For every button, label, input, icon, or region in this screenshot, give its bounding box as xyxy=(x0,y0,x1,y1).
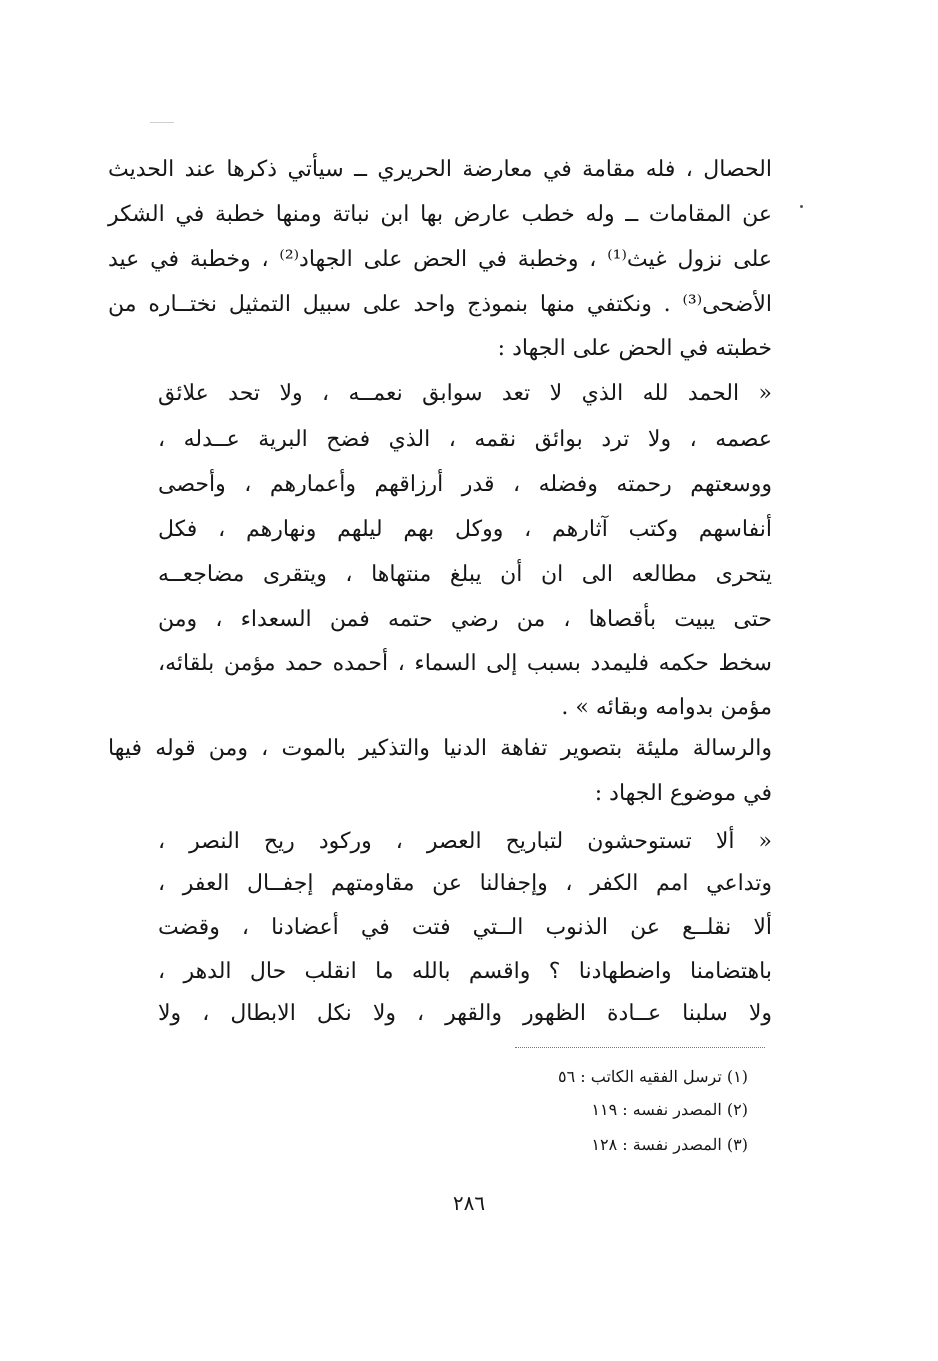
page-number: ٢٨٦ xyxy=(452,1191,486,1215)
footnote-2: (٢) المصدر نفسه : ١١٩ xyxy=(591,1100,748,1119)
footnote-3: (٣) المصدر نفسة : ١٢٨ xyxy=(591,1135,748,1154)
quote-2-line-2: وتداعي امم الكفر ، وإجفالنا عن مقاومتهم إجفــال العفر ، xyxy=(158,871,772,896)
quote-2-line-3: ألا نقلــع عن الذنوب الــتي فتت في أعضادنا ، وقضت xyxy=(158,915,772,940)
quote-1-line-8: مؤمن بدوامه وبقائه » . xyxy=(561,695,772,720)
quote-1-line-6: حتى يبيت بأقصاها ، من رضي حتمه فمن السعداء ، ومن xyxy=(158,607,772,632)
quote-2-line-4: باهتضامنا واضطهادنا ؟ واقسم بالله ما انقلب حال الدهر ، xyxy=(158,959,772,984)
paragraph-1-line-1: الحصال ، فله مقامة في معارضة الحريري ــ سيأتي ذكرها عند الحديث xyxy=(108,157,772,182)
quote-1-line-7: سخط حكمه فليمدد بسبب إلى السماء ، أحمده حمد مؤمن بلقائه، xyxy=(158,651,772,676)
scan-mark xyxy=(150,122,174,123)
footnote-divider xyxy=(515,1047,765,1048)
quote-2-line-5: ولا سلبنا عــادة الظهور والقهر ، ولا نكل الابطال ، ولا xyxy=(158,1001,772,1026)
paragraph-2-line-1: والرسالة مليئة بتصوير تفاهة الدنيا والتذكير بالموت ، ومن قوله فيها xyxy=(108,736,772,761)
paragraph-1-line-5: خطبته في الحض على الجهاد : xyxy=(497,336,772,361)
quote-2-line-1: « ألا تستوحشون لتباريح العصر ، وركود ريح النصر ، xyxy=(158,829,772,854)
scan-dot xyxy=(800,205,803,208)
paragraph-1-line-2: عن المقامات ــ وله خطب عارض بها ابن نباتة ومنها خطبة في الشكر xyxy=(108,202,772,227)
footnote-1: (١) ترسل الفقيه الكاتب : ٥٦ xyxy=(557,1067,748,1086)
quote-1-line-2: عصمه ، ولا ترد بوائق نقمه ، الذي فضح البرية عــدله ، xyxy=(158,427,772,452)
quote-1-line-4: أنفاسهم وكتب آثارهم ، ووكل بهم ليلهم ونهارهم ، فكل xyxy=(158,517,772,542)
quote-1-line-5: يتحرى مطالعه الى ان أن يبلغ منتهاها ، ويتقرى مضاجعــه xyxy=(158,562,772,587)
quote-1-line-1: « الحمد لله الذي لا تعد سوابق نعمــه ، ولا تحد علائق xyxy=(158,381,772,406)
paragraph-2-line-2: في موضوع الجهاد : xyxy=(594,781,772,806)
paragraph-1-line-4: الأضحى⁽³⁾ . ونكتفي منها بنموذج واحد على سبيل التمثيل نختــاره من xyxy=(108,292,772,317)
paragraph-1-line-3: على نزول غيث⁽¹⁾ ، وخطبة في الحض على الجهاد⁽²⁾ ، وخطبة في عيد xyxy=(108,247,772,272)
quote-1-line-3: ووسعتهم رحمته وفضله ، قدر أرزاقهم وأعمارهم ، وأحصى xyxy=(158,472,772,497)
